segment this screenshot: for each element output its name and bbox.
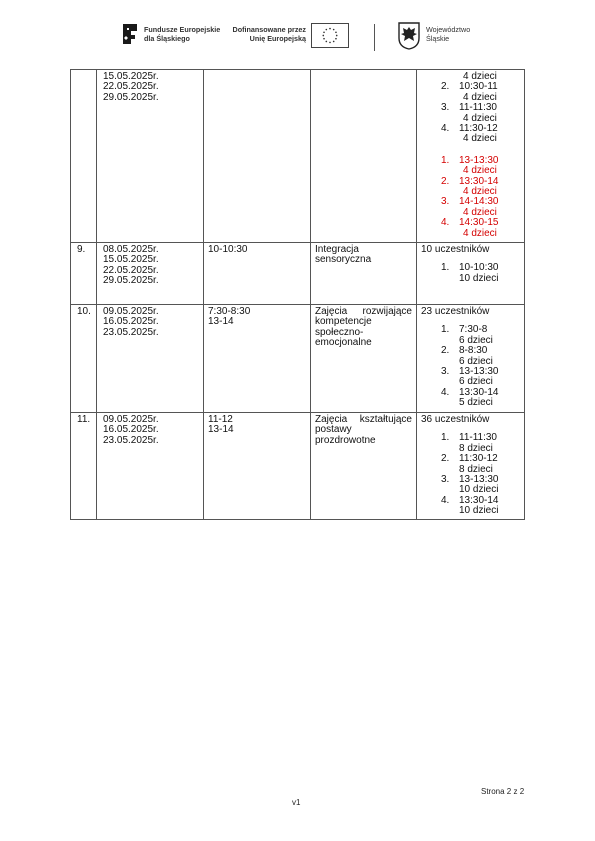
date: 29.05.2025r. — [103, 91, 159, 103]
activity-cell: Zajęcia rozwijające kompetencje społeczno-emocjonalne — [311, 305, 417, 413]
eu-flag-icon — [311, 23, 349, 48]
list-item: 2. 10:30-11 4 dzieci — [441, 81, 498, 103]
slaskie-eagle-icon — [398, 22, 420, 50]
version-label: v1 — [292, 798, 301, 807]
list-item: 1. 11-11:30 8 dzieci — [441, 432, 497, 454]
date: 22.05.2025r. — [103, 81, 159, 93]
date: 23.05.2025r. — [103, 326, 159, 338]
table-row — [71, 305, 525, 413]
date: 16.05.2025r. — [103, 316, 159, 328]
list-item: 2. 8-8:30 6 dzieci — [441, 345, 493, 367]
schedule-table — [70, 69, 525, 520]
activity-cell: Zajęcia kształtujące postawy prozdrowotne — [311, 413, 417, 520]
date: 22.05.2025r. — [103, 264, 159, 276]
slots-cell — [417, 305, 525, 413]
list-item: 2. 11:30-12 8 dzieci — [441, 453, 498, 475]
slot-list — [421, 325, 520, 408]
row-number: 10. — [71, 305, 97, 413]
list-item: 1. 13-13:30 4 dzieci — [441, 154, 499, 177]
hour-range: 10-10:30 — [208, 244, 248, 255]
list-item: 1. 10-10:30 10 dzieci — [441, 262, 499, 284]
dates-cell — [97, 70, 204, 243]
fundusze-europejskie-logo-icon — [120, 22, 140, 46]
dates-cell — [97, 413, 204, 520]
activity-cell — [311, 70, 417, 243]
activity-cell: Integracja sensoryczna — [311, 243, 417, 305]
table-row — [71, 413, 525, 520]
header-separator — [374, 24, 375, 51]
list-item: 3. 11-11:30 4 dzieci — [441, 102, 497, 124]
list-item: 4. 14:30-15 4 dzieci — [441, 217, 499, 239]
list-item: 1. 7:30-8 6 dzieci — [441, 324, 493, 346]
participants-count: 10 uczestników — [421, 244, 490, 255]
slots-cell — [417, 70, 525, 243]
list-item: 2. 13:30-14 4 dzieci — [441, 175, 499, 198]
date: 09.05.2025r. — [103, 306, 159, 317]
slot-list — [421, 72, 520, 239]
hour-range: 13-14 — [208, 424, 234, 436]
date: 16.05.2025r. — [103, 424, 159, 436]
dofinansowane-text: Dofinansowane przez Unię Europejską — [232, 25, 306, 43]
hours-cell — [204, 70, 311, 243]
hour-range: 7:30-8:30 — [208, 306, 251, 317]
list-item: 3. 13-13:30 6 dzieci — [441, 366, 499, 388]
slots-cell — [417, 413, 525, 520]
list-item: 4. 11:30-12 4 dzieci — [441, 123, 498, 145]
wojewodztwo-text: Województwo Śląskie — [426, 25, 471, 43]
hours-cell — [204, 243, 311, 305]
list-item: 3. 14-14:30 4 dzieci — [441, 196, 499, 218]
date: 29.05.2025r. — [103, 275, 159, 287]
fundusze-europejskie-text: Fundusze Europejskie dla Śląskiego — [144, 25, 221, 43]
table-row — [71, 243, 525, 305]
row-number: 9. — [71, 243, 97, 305]
list-item: 4. 13:30-14 10 dzieci — [441, 494, 499, 517]
date: 23.05.2025r. — [103, 434, 159, 446]
row-number — [71, 70, 97, 243]
slot-list — [421, 433, 520, 516]
participants-count: 23 uczestników — [421, 306, 490, 317]
table-row — [71, 70, 525, 243]
dates-cell — [97, 305, 204, 413]
hour-range: 11-12 — [208, 414, 233, 425]
hour-range: 13-14 — [208, 316, 234, 328]
date: 15.05.2025r. — [103, 71, 159, 82]
date: 09.05.2025r. — [103, 414, 159, 425]
page-number: Strona 2 z 2 — [481, 787, 525, 796]
hours-cell — [204, 305, 311, 413]
row-number: 11. — [71, 413, 97, 520]
participants-count: 36 uczestników — [421, 414, 490, 425]
dates-cell — [97, 243, 204, 305]
date: 08.05.2025r. — [103, 244, 159, 255]
header-logos — [0, 18, 595, 60]
list-item: 3. 13-13:30 10 dzieci — [441, 474, 499, 496]
slots-cell — [417, 243, 525, 305]
slot-list — [421, 263, 520, 284]
list-item: 4 dzieci — [463, 71, 497, 82]
list-item: 4. 13:30-14 5 dzieci — [441, 386, 499, 409]
hours-cell — [204, 413, 311, 520]
date: 15.05.2025r. — [103, 254, 159, 266]
